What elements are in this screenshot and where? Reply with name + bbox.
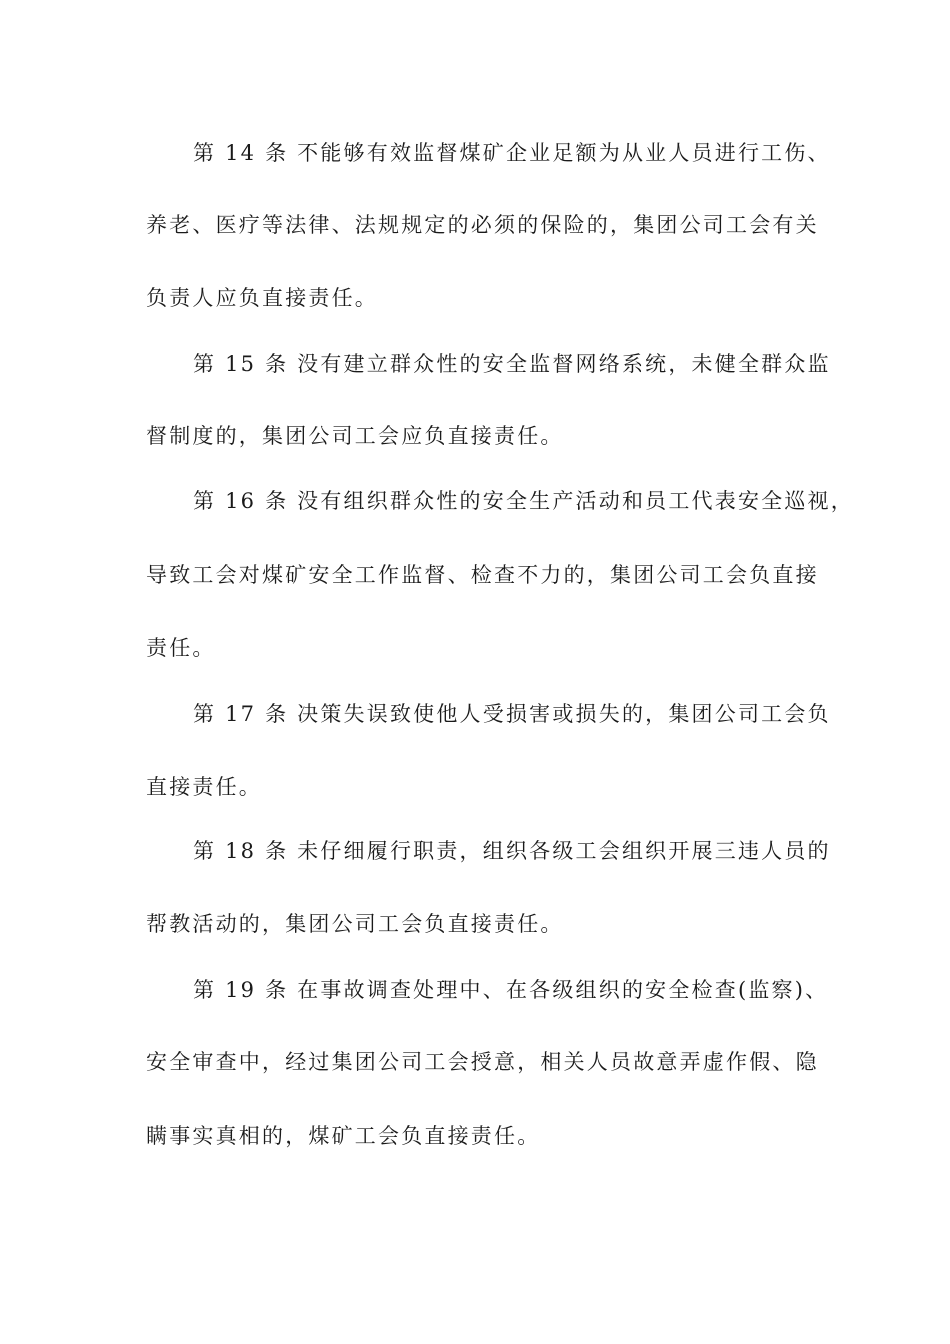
article-19-line-3: 瞒事实真相的，煤矿工会负直接责任。: [146, 1124, 541, 1148]
article-19-line-2: 安全审查中，经过集团公司工会授意，相关人员故意弄虚作假、隐: [146, 1050, 819, 1074]
article-16-line-3: 责任。: [146, 636, 216, 660]
article-17-line-1: 第 17 条 决策失误致使他人受损害或损失的，集团公司工会负: [193, 702, 831, 726]
article-19-line-1: 第 19 条 在事故调查处理中、在各级组织的安全检查(监察)、: [193, 978, 829, 1002]
article-18-line-1: 第 18 条 未仔细履行职责，组织各级工会组织开展三违人员的: [193, 839, 831, 863]
article-18-line-2: 帮教活动的，集团公司工会负直接责任。: [146, 912, 564, 936]
article-15-line-1: 第 15 条 没有建立群众性的安全监督网络系统，未健全群众监: [193, 352, 831, 376]
article-14-line-3: 负责人应负直接责任。: [146, 286, 378, 310]
article-14-line-2: 养老、医疗等法律、法规规定的必须的保险的，集团公司工会有关: [146, 213, 819, 237]
article-15-line-2: 督制度的，集团公司工会应负直接责任。: [146, 424, 564, 448]
article-17-line-2: 直接责任。: [146, 775, 262, 799]
article-14-line-1: 第 14 条 不能够有效监督煤矿企业足额为从业人员进行工伤、: [193, 141, 831, 165]
article-16-line-2: 导致工会对煤矿安全工作监督、检查不力的，集团公司工会负直接: [146, 563, 819, 587]
article-16-line-1: 第 16 条 没有组织群众性的安全生产活动和员工代表安全巡视，: [193, 489, 854, 513]
